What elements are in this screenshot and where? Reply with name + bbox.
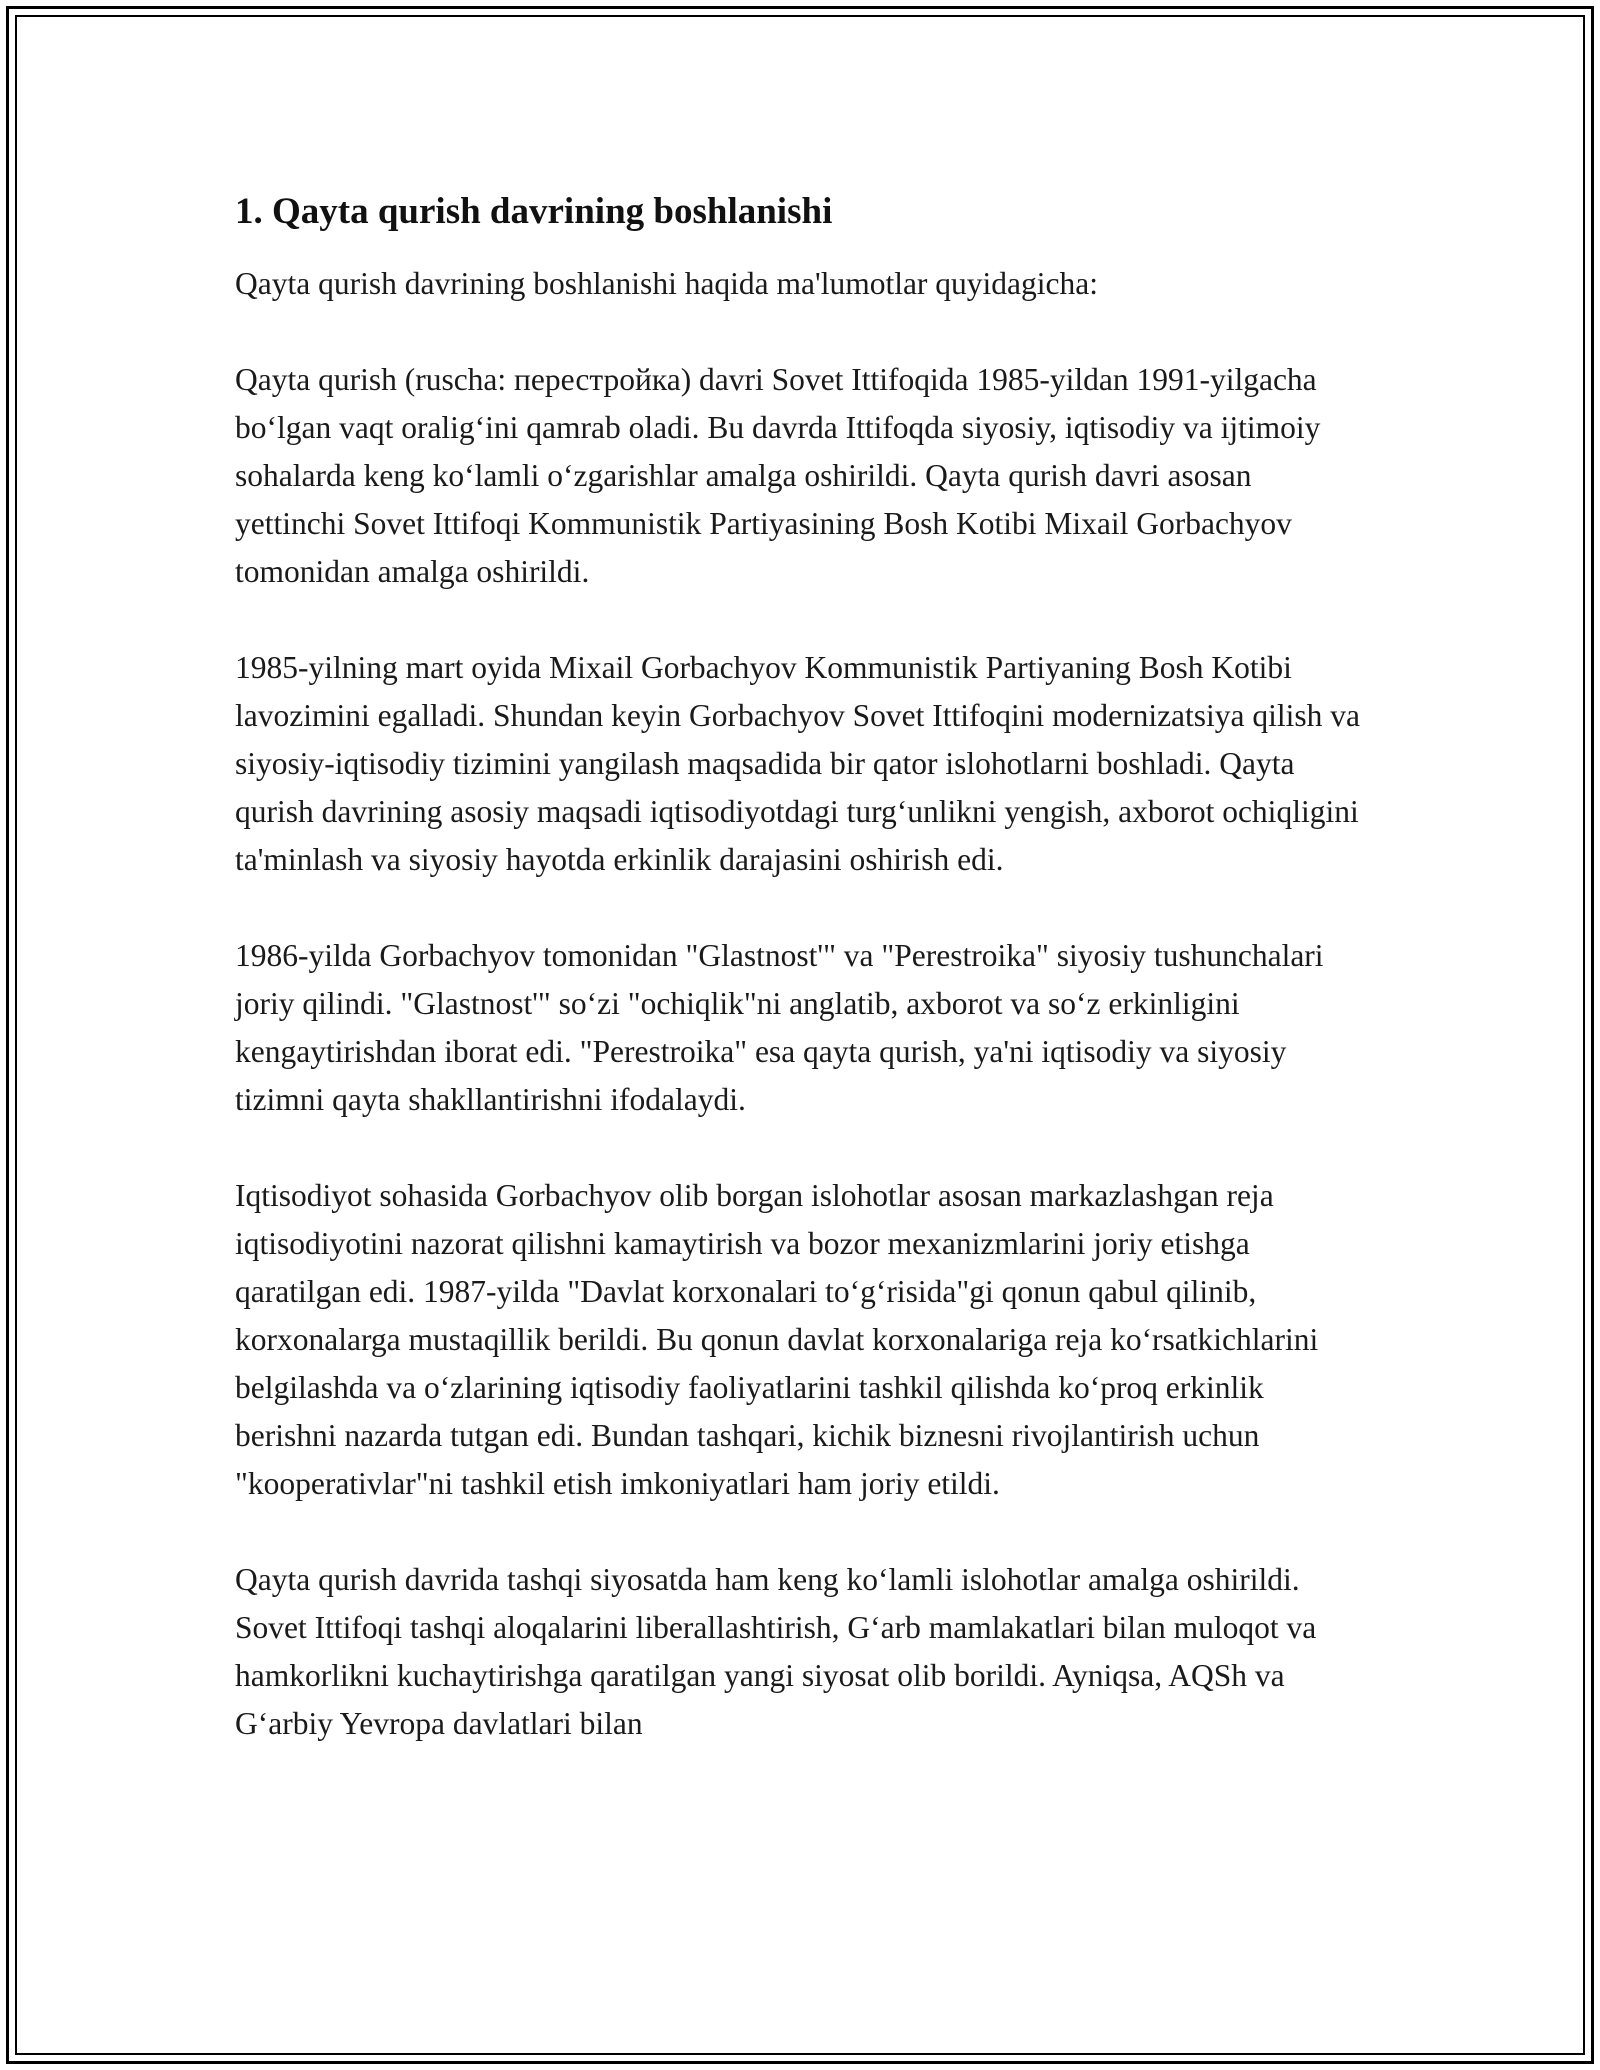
paragraph-3: 1986-yilda Gorbachyov tomonidan "Glastnost'" va "Perestroika" siyosiy tushunchalari joriy qilindi. "Glastnost'" so‘zi "ochiqlik"ni anglatib, axborot va so‘z erkinligini kengaytirishdan iborat edi. "Perestroika" esa qayta qurish, ya'ni iqtisodiy va siyosiy tizimni qayta shakllantirishni ifodalaydi. <box>235 938 1324 1117</box>
document-body <box>235 188 1365 1796</box>
section-heading: 1. Qayta qurish davrining boshlanishi <box>235 191 833 232</box>
paragraph-5: Qayta qurish davrida tashqi siyosatda ham keng ko‘lamli islohotlar amalga oshirildi. Sovet Ittifoqi tashqi aloqalarini liberallashtirish, G‘arb mamlakatlari bilan muloqot va hamkorlikni kuchaytirishga qaratilgan yangi siyosat olib borildi. Ayniqsa, AQSh va G‘arbiy Yevropa davlatlari bilan <box>235 1562 1317 1741</box>
intro-paragraph: Qayta qurish davrining boshlanishi haqida ma'lumotlar quyidagicha: <box>235 266 1098 301</box>
paragraph-2: 1985-yilning mart oyida Mixail Gorbachyov Kommunistik Partiyaning Bosh Kotibi lavozimini egalladi. Shundan keyin Gorbachyov Sovet Ittifoqini modernizatsiya qilish va siyosiy-iqtisodiy tizimini yangilash maqsadida bir qator islohotlarni boshladi. Qayta qurish davrining asosiy maqsadi iqtisodiyotdagi turg‘unlikni yengish, axborot ochiqligini ta'minlash va siyosiy hayotda erkinlik darajasini oshirish edi. <box>235 650 1361 877</box>
paragraph-4: Iqtisodiyot sohasida Gorbachyov olib borgan islohotlar asosan markazlashgan reja iqtisodiyotini nazorat qilishni kamaytirish va bozor mexanizmlarini joriy etishga qaratilgan edi. 1987-yilda "Davlat korxonalari to‘g‘risida"gi qonun qabul qilinib, korxonalarga mustaqillik berildi. Bu qonun davlat korxonalariga reja ko‘rsatkichlarini belgilashda va o‘zlarining iqtisodiy faoliyatlarini tashkil qilishda ko‘proq erkinlik berishni nazarda tutgan edi. Bundan tashqari, kichik biznesni rivojlantirish uchun "kooperativlar"ni tashkil etish imkoniyatlari ham joriy etildi. <box>235 1178 1319 1501</box>
paragraph-1: Qayta qurish (ruscha: перестройка) davri Sovet Ittifoqida 1985-yildan 1991-yilgacha bo‘lgan vaqt oralig‘ini qamrab oladi. Bu davrda Ittifoqda siyosiy, iqtisodiy va ijtimoiy sohalarda keng ko‘lamli o‘zgarishlar amalga oshirildi. Qayta qurish davri asosan yettinchi Sovet Ittifoqi Kommunistik Partiyasining Bosh Kotibi Mixail Gorbachyov tomonidan amalga oshirildi. <box>235 362 1321 589</box>
